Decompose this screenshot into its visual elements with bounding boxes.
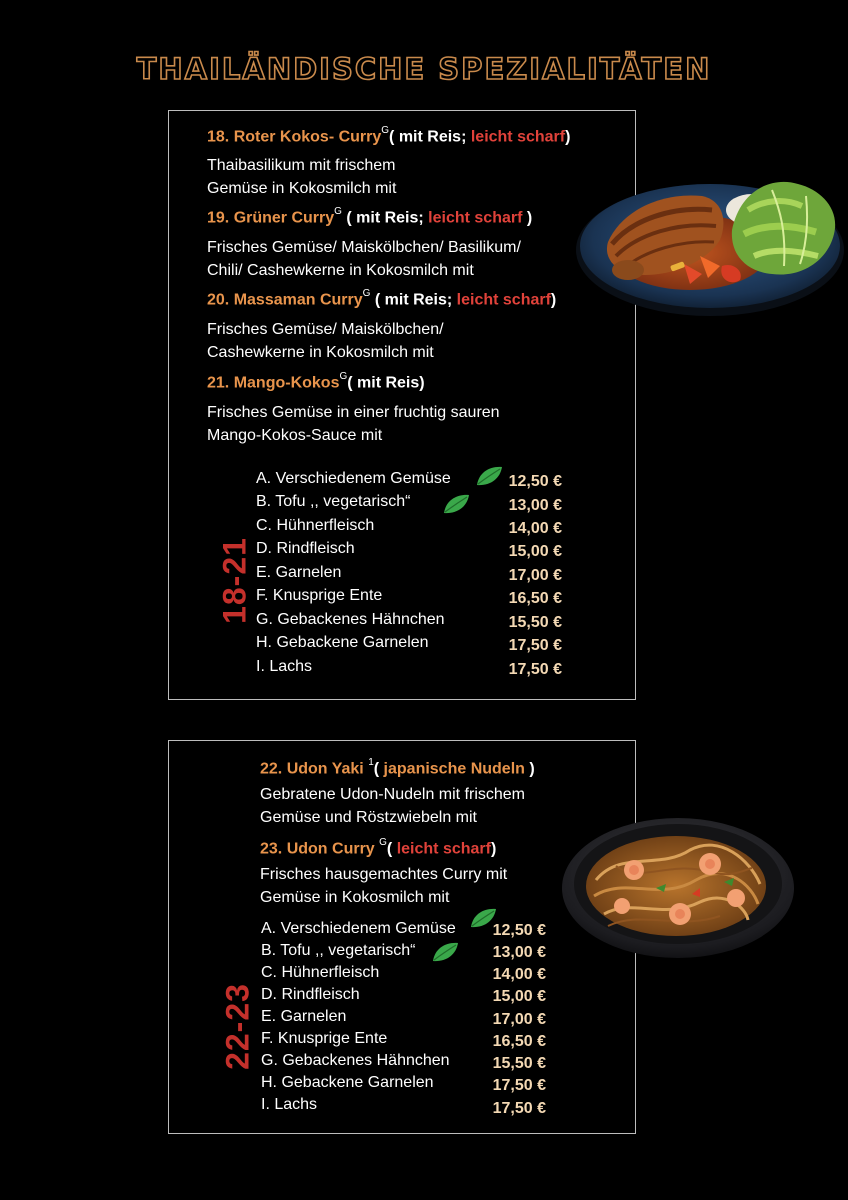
- option-price: 17,50 €: [508, 637, 562, 654]
- option-price: 17,50 €: [492, 1077, 546, 1094]
- option-price: 17,00 €: [508, 567, 562, 584]
- option-label: D. Rindfleisch: [261, 986, 360, 1003]
- curry-duck-plate-image: [572, 170, 848, 322]
- range-label-22-23: 22-23: [219, 983, 256, 1070]
- option-price: 13,00 €: [492, 944, 546, 961]
- dish-title-23: 23. Udon Curry $^G$( leicht scharf): [260, 837, 497, 858]
- option-price: 13,00 €: [508, 497, 562, 514]
- option-label: G. Gebackenes Hähnchen: [261, 1052, 450, 1069]
- option-price: 17,50 €: [492, 1100, 546, 1117]
- option-price: 12,50 €: [508, 473, 562, 490]
- dish-desc-19: Frisches Gemüse/ Maiskölbchen/ Basilikum/ Chili/ Cashewkerne in Kokosmilch mit: [207, 239, 521, 279]
- option-label: E. Garnelen: [256, 564, 342, 581]
- range-label-18-21: 18-21: [216, 537, 253, 624]
- option-label: B. Tofu ,, vegetarisch“: [256, 493, 411, 510]
- option-price: 15,50 €: [508, 614, 562, 631]
- leaf-icon: [468, 906, 498, 930]
- option-label: H. Gebackene Garnelen: [256, 634, 429, 651]
- option-price: 14,00 €: [492, 966, 546, 983]
- dish-title-20: 20. Massaman Curry$^G$ ( mit Reis; leicht scharf): [207, 288, 557, 309]
- leaf-icon: [430, 940, 460, 964]
- option-price: 12,50 €: [492, 922, 546, 939]
- option-price: 17,50 €: [508, 661, 562, 678]
- option-label: G. Gebackenes Hähnchen: [256, 611, 445, 628]
- dish-title-22: 22. Udon Yaki $^1$( japanische Nudeln ): [260, 757, 535, 778]
- options-list-18-21: [256, 470, 576, 685]
- option-label: I. Lachs: [261, 1096, 318, 1113]
- udon-bowl-image: [560, 810, 800, 960]
- option-price: 14,00 €: [508, 520, 562, 537]
- option-label: E. Garnelen: [261, 1008, 347, 1025]
- page-title: THAILÄNDISCHE SPEZIALITÄTEN: [136, 52, 712, 86]
- option-label: A. Verschiedenem Gemüse: [261, 920, 456, 937]
- dish-title-21: 21. Mango-Kokos$^G$( mit Reis): [207, 371, 425, 392]
- option-label: D. Rindfleisch: [256, 540, 355, 557]
- option-label: B. Tofu ,, vegetarisch“: [261, 942, 416, 959]
- option-price: 15,00 €: [492, 988, 546, 1005]
- dish-desc-18: Thaibasilikum mit frischem Gemüse in Kokosmilch mit: [207, 157, 397, 197]
- option-label: F. Knusprige Ente: [256, 587, 383, 604]
- option-price: 15,50 €: [492, 1055, 546, 1072]
- dish-desc-23: Frisches hausgemachtes Curry mit Gemüse in Kokosmilch mit: [260, 866, 508, 906]
- option-price: 15,00 €: [508, 543, 562, 560]
- option-label: F. Knusprige Ente: [261, 1030, 388, 1047]
- dish-title-19: 19. Grüner Curry$^G$ ( mit Reis; leicht scharf ): [207, 206, 533, 227]
- option-label: C. Hühnerfleisch: [261, 964, 380, 981]
- dish-desc-21: Frisches Gemüse in einer fruchtig sauren Mango-Kokos-Sauce mit: [207, 404, 500, 444]
- option-label: C. Hühnerfleisch: [256, 517, 375, 534]
- dish-desc-20: Frisches Gemüse/ Maiskölbchen/ Cashewkerne in Kokosmilch mit: [207, 321, 444, 361]
- option-label: I. Lachs: [256, 658, 313, 675]
- options-list-22-23: [261, 920, 561, 1120]
- option-price: 16,50 €: [508, 590, 562, 607]
- option-label: A. Verschiedenem Gemüse: [256, 470, 451, 487]
- leaf-icon: [441, 492, 471, 516]
- leaf-icon: [474, 464, 504, 488]
- option-price: 17,00 €: [492, 1011, 546, 1028]
- option-price: 16,50 €: [492, 1033, 546, 1050]
- option-label: H. Gebackene Garnelen: [261, 1074, 434, 1091]
- dish-desc-22: Gebratene Udon-Nudeln mit frischem Gemüse und Röstzwiebeln mit: [260, 786, 526, 826]
- dish-title-18: 18. Roter Kokos- Curry$^G$( mit Reis; leicht scharf): [207, 125, 571, 146]
